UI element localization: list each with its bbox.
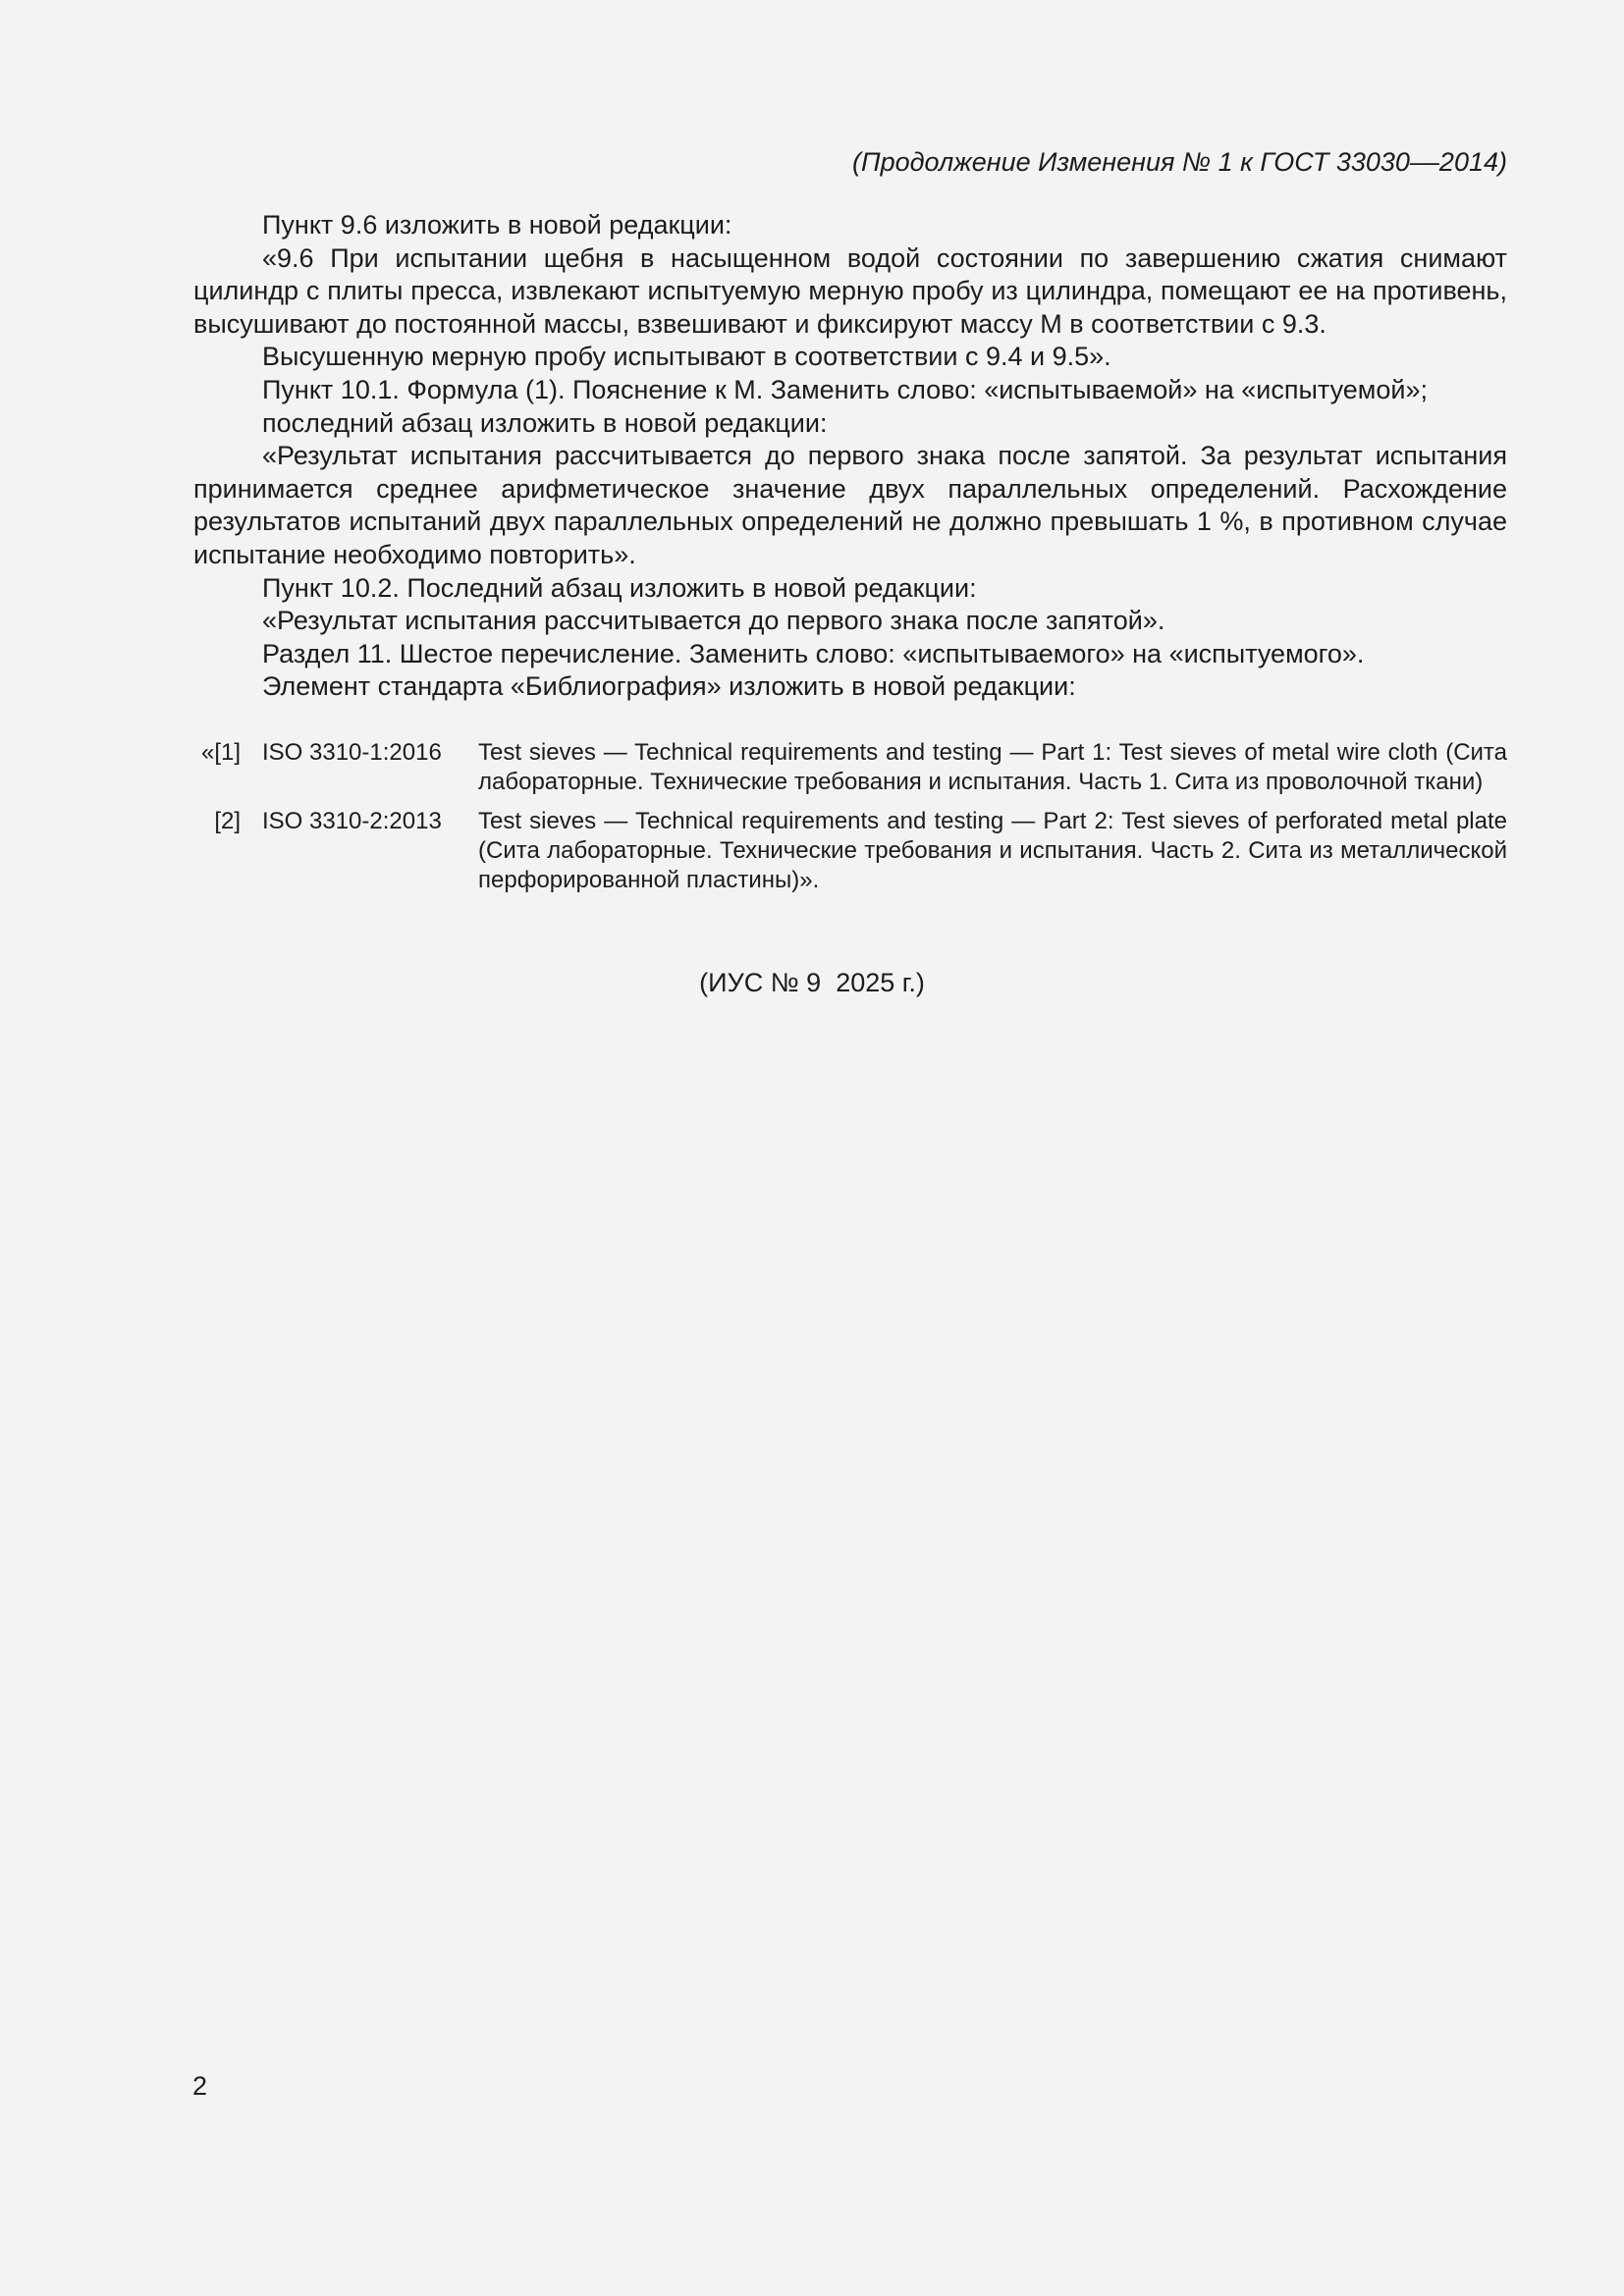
paragraph-1: Пункт 9.6 изложить в новой редакции:: [262, 210, 732, 240]
paragraph-2: «9.6 При испытании щебня в насыщенном водой состоянии по завершению сжатия снимают цилиндр с плиты пресса, извлекают испытуемую мерную пробу из цилиндра, помещают ее на противень, высушивают до постоянной массы, взвешивают и фиксируют массу М в соответствии с 9.3.: [193, 242, 1507, 339]
entry-code: ISO 3310-2:2013: [262, 808, 442, 834]
paragraph-10: Элемент стандарта «Библиография» изложить в новой редакции:: [262, 671, 1076, 702]
entry-number: «[1]: [200, 739, 241, 766]
paragraph-3: Высушенную мерную пробу испытывают в соответствии с 9.4 и 9.5».: [262, 342, 1111, 372]
bibliography-entry: [193, 738, 1507, 797]
paragraph-9: Раздел 11. Шестое перечисление. Заменить слово: «испытываемого» на «испытуемого».: [262, 638, 1365, 668]
continuation-header: (Продолжение Изменения № 1 к ГОСТ 33030––2014): [852, 147, 1507, 177]
entry-code: ISO 3310-1:2016: [262, 739, 442, 766]
paragraph-4: Пункт 10.1. Формула (1). Пояснение к М. Заменить слово: «испытываемой» на «испытуемой»;: [262, 374, 1428, 404]
bibliography-list: [193, 738, 1507, 905]
bibliography-entry: [193, 807, 1507, 895]
paragraph-6: «Результат испытания рассчитывается до первого знака после запятой. За результат испытания принимается среднее арифметическое значение двух параллельных определений. Расхождение результатов испытаний двух параллельных определений не должно превышать 1 %, в противном случае испытание необходимо повторить».: [193, 441, 1507, 569]
paragraph-8: «Результат испытания рассчитывается до первого знака после запятой».: [262, 606, 1165, 636]
amendment-text: [193, 209, 1507, 704]
paragraph-5: последний абзац изложить в новой редакции:: [262, 407, 828, 438]
paragraph-7: Пункт 10.2. Последний абзац изложить в новой редакции:: [262, 572, 977, 603]
entry-title: Test sieves — Technical requirements and testing — Part 1: Test sieves of metal wire cloth (Сита лабораторные. Технические требования и испытания. Часть 1. Сита из проволочной ткани): [478, 739, 1507, 795]
issue-reference: (ИУС № 9 2025 г.): [699, 968, 925, 997]
entry-title: Test sieves — Technical requirements and testing — Part 2: Test sieves of perforated metal plate (Сита лабораторные. Технические требования и испытания. Часть 2. Сита из металлической перфорированной пластины)».: [478, 808, 1507, 893]
page-number: 2: [192, 2071, 208, 2101]
entry-number: [2]: [214, 808, 241, 834]
